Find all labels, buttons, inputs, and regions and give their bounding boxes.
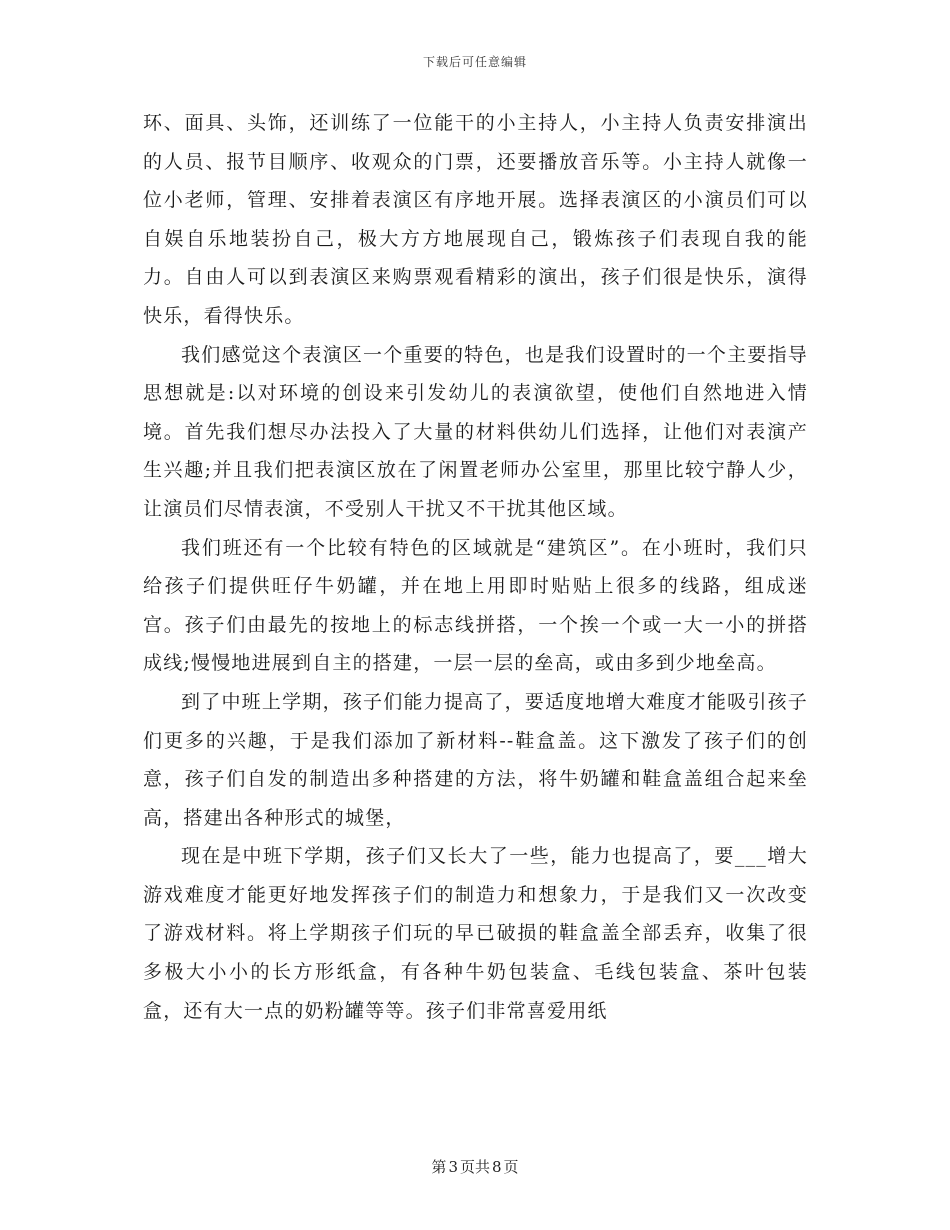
page-footer bbox=[0, 1156, 950, 1177]
paragraph-1: 环、面具、头饰，还训练了一位能干的小主持人，小主持人负责安排演出的人员、报节目顺序、收观众的门票，还要播放音乐等。小主持人就像一位小老师，管理、安排着表演区有序地开展。选择表演区的小演员们可以自娱自乐地装扮自己，极大方方地展现自己，锻炼孩子们表现自我的能力。自由人可以到表演区来购票观看精彩的演出，孩子们很是快乐，演得快乐，看得快乐。 bbox=[143, 112, 808, 327]
total-pages-number: 8 bbox=[492, 1158, 502, 1176]
footer-middle: 页共 bbox=[459, 1158, 490, 1176]
current-page-number: 3 bbox=[448, 1158, 458, 1176]
paragraph-3: 我们班还有一个比较有特色的区域就是“建筑区”。在小班时，我们只给孩子们提供旺仔牛奶罐，并在地上用即时贴贴上很多的线路，组成迷宫。孩子们由最先的按地上的标志线拼搭，一个挨一个或一大一小的拼搭成线;慢慢地进展到自主的搭建，一层一层的垒高，或由多到少地垒高。 bbox=[143, 536, 808, 675]
paragraph-5: 现在是中班下学期，孩子们又长大了一些，能力也提高了，要___增大游戏难度才能更好地发挥孩子们的制造力和想象力，于是我们又一次改变了游戏材料。将上学期孩子们玩的早已破损的鞋盒盖全部丢弃，收集了很多极大小小的长方形纸盒，有各种牛奶包装盒、毛线包装盒、茶叶包装盒，还有大一点的奶粉罐等等。孩子们非常喜爱用纸 bbox=[143, 845, 808, 1022]
page-header: 下载后可任意编辑 bbox=[422, 55, 527, 69]
footer-prefix: 第 bbox=[431, 1158, 447, 1176]
footer-suffix: 页 bbox=[503, 1158, 519, 1176]
document-body bbox=[143, 104, 808, 1030]
paragraph-4: 到了中班上学期，孩子们能力提高了，要适度地增大难度才能吸引孩子们更多的兴趣，于是我们添加了新材料--鞋盒盖。这下激发了孩子们的创意，孩子们自发的制造出多种搭建的方法，将牛奶罐和鞋盒盖组合起来垒高，搭建出各种形式的城堡， bbox=[143, 690, 808, 829]
paragraph-2: 我们感觉这个表演区一个重要的特色，也是我们设置时的一个主要指导思想就是:以对环境的创设来引发幼儿的表演欲望，使他们自然地进入情境。首先我们想尽办法投入了大量的材料供幼儿们选择，让他们对表演产生兴趣;并且我们把表演区放在了闲置老师办公室里，那里比较宁静人少，让演员们尽情表演，不受别人干扰又不干扰其他区域。 bbox=[143, 343, 808, 520]
